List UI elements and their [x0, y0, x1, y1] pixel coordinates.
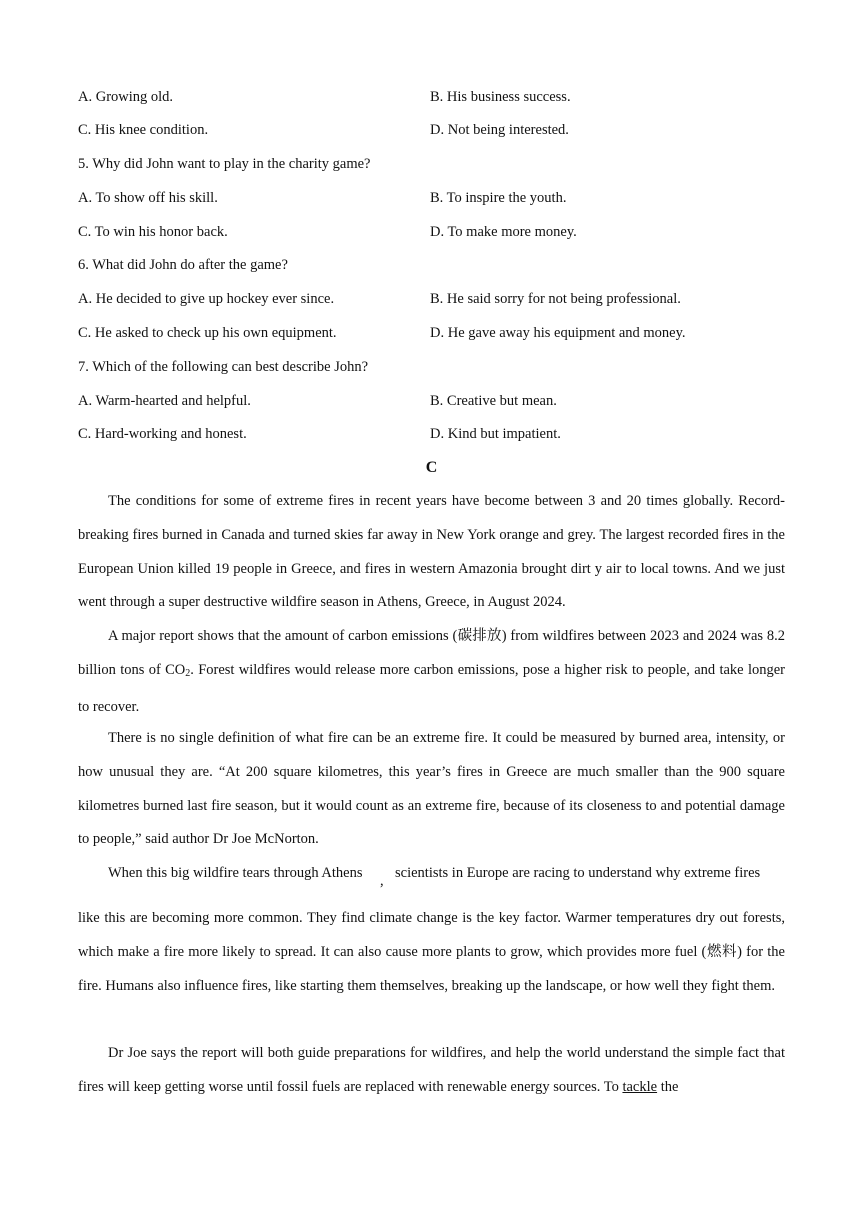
- q4-option-a: A. Growing old.: [78, 89, 174, 105]
- q7-options-row-2: [78, 424, 785, 444]
- paragraph-2-text-start: A major report shows that the amount of carbon emissions (碳排放) from wildfires between 2023 and 2024 was 8.2 billion tons of CO: [78, 628, 785, 678]
- q6-option-d: D. He gave away his equipment and money.: [430, 325, 686, 341]
- q5-stem: 5. Why did John want to play in the charity game?: [78, 156, 371, 172]
- q6-options-row-2: [78, 323, 785, 343]
- q5-options-row-1: [78, 188, 785, 208]
- q5-option-b: B. To inspire the youth.: [430, 190, 567, 206]
- q4-option-c: C. His knee condition.: [78, 122, 209, 138]
- underlined-word-tackle: tackle: [622, 1078, 658, 1095]
- paragraph-5-text-start: Dr Joe says the report will both guide preparations for wildfires, and help the world understand the simple fact that fires will keep getting worse until fossil fuels are replaced with renewable energy sources. To: [78, 1045, 785, 1095]
- q6-stem: 6. What did John do after the game?: [78, 257, 288, 273]
- q4-options-row-2: [78, 120, 785, 140]
- q6-option-a: A. He decided to give up hockey ever since.: [78, 291, 335, 307]
- passage-paragraph-4-rest: like this are becoming more common. They find climate change is the key factor. Warmer temperatures dry out forests, which make a fire more likely to spread. It can also cause more plants to grow, which provides more fuel (燃料) for the fire. Humans also influence fires, like starting them themselves, breaking up the landscape, or how well they fight them.: [78, 910, 785, 994]
- passage-paragraph-1: The conditions for some of extreme fires in recent years have become between 3 and 20 times globally. Record-breaking fires burned in Canada and turned skies far away in New York orange and grey. The largest recorded fires in the European Union killed 19 people in Greece, and fires in western Amazonia brought dirt y air to local towns. And we just went through a super destructive wildfire season in Athens, Greece, in August 2024.: [78, 493, 785, 611]
- q5-option-d: D. To make more money.: [430, 224, 577, 240]
- q5-option-c: C. To win his honor back.: [78, 224, 228, 240]
- paragraph-2-text-end: . Forest wildfires would release more carbon emissions, pose a higher risk to people, and take longer to recover.: [78, 661, 785, 715]
- paragraph-4-line-start: When this big wildfire tears through Athens: [108, 865, 363, 881]
- q6-options-row-1: [78, 289, 785, 309]
- q5-option-a: A. To show off his skill.: [78, 190, 218, 206]
- q7-option-d: D. Kind but impatient.: [430, 426, 561, 442]
- q7-option-a: A. Warm-hearted and helpful.: [78, 393, 251, 409]
- paragraph-4-line-end: scientists in Europe are racing to understand why extreme fires: [395, 865, 761, 881]
- q5-options-row-2: [78, 222, 785, 242]
- passage-paragraph-5: [78, 1037, 785, 1105]
- q7-option-b: B. Creative but mean.: [430, 393, 557, 409]
- q4-options-row-1: [78, 87, 785, 107]
- passage-paragraph-4-first-line: [78, 861, 785, 889]
- paragraph-5-text-end: the: [657, 1078, 679, 1095]
- section-c-heading: C: [425, 459, 438, 476]
- co2-subscript: 2: [185, 667, 191, 679]
- q7-stem: 7. Which of the following can best describe John?: [78, 359, 369, 375]
- q4-option-b: B. His business success.: [430, 89, 571, 105]
- q7-options-row-1: [78, 391, 785, 411]
- q4-option-d: D. Not being interested.: [430, 122, 569, 138]
- paragraph-4-comma: ,: [380, 873, 384, 889]
- passage-paragraph-2: [78, 620, 785, 724]
- q6-option-b: B. He said sorry for not being professional.: [430, 291, 681, 307]
- q6-option-c: C. He asked to check up his own equipment.: [78, 325, 337, 341]
- q7-option-c: C. Hard-working and honest.: [78, 426, 247, 442]
- passage-paragraph-3: There is no single definition of what fire can be an extreme fire. It could be measured by burned area, intensity, or how unusual they are. “At 200 square kilometres, this year’s fires in Greece are much smaller than the 900 square kilometres burned last fire season, but it would count as an extreme fire, because of its closeness to and potential damage to people,” said author Dr Joe McNorton.: [78, 730, 785, 848]
